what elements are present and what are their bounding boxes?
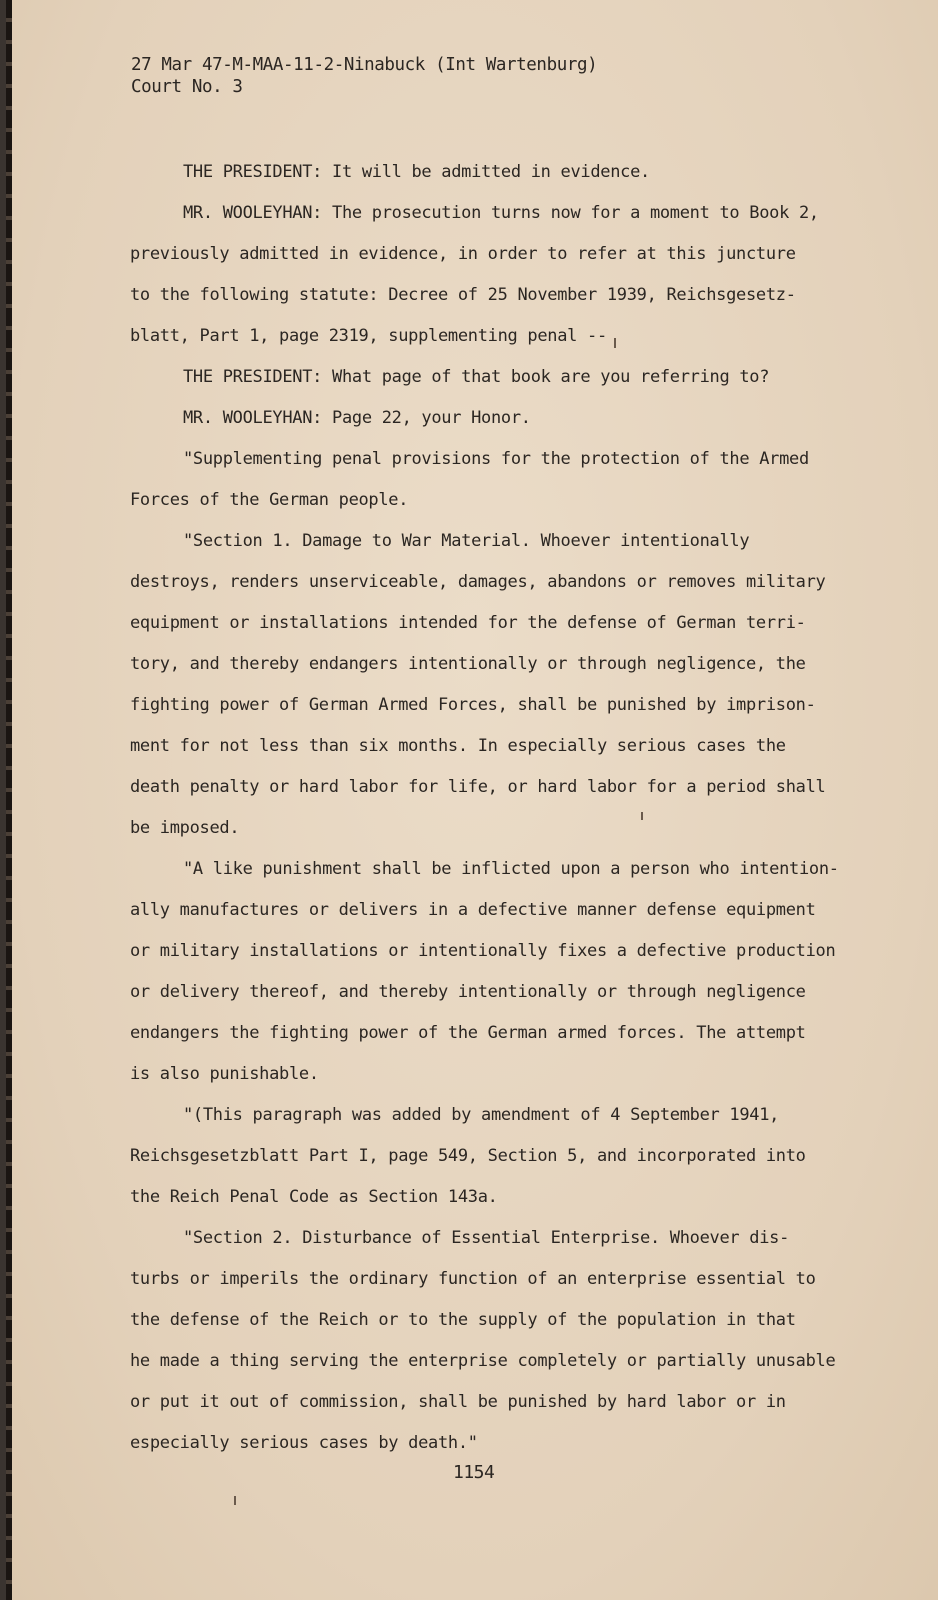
text-line: be imposed. <box>130 818 240 838</box>
text-line: or military installations or intentionally fixes a defective production <box>130 941 836 961</box>
text-line: "Section 1. Damage to War Material. Whoever intentionally <box>183 531 750 551</box>
text-line: blatt, Part 1, page 2319, supplementing penal -- <box>130 326 607 346</box>
transcript-header <box>131 54 597 98</box>
ink-speck <box>234 1496 236 1505</box>
document-page <box>6 0 938 1600</box>
text-line: or put it out of commission, shall be punished by hard labor or in <box>130 1392 786 1412</box>
text-line: Forces of the German people. <box>130 490 409 510</box>
text-line: endangers the fighting power of the German armed forces. The attempt <box>130 1023 806 1043</box>
text-line: "Section 2. Disturbance of Essential Enterprise. Whoever dis- <box>183 1228 790 1248</box>
text-line: the defense of the Reich or to the supply of the population in that <box>130 1310 796 1330</box>
text-line: to the following statute: Decree of 25 November 1939, Reichsgesetz- <box>130 285 796 305</box>
text-line: destroys, renders unserviceable, damages, abandons or removes military <box>130 572 826 592</box>
header-court-line: Court No. 3 <box>131 77 243 97</box>
text-line: especially serious cases by death." <box>130 1433 478 1453</box>
ink-speck <box>614 338 616 348</box>
text-line: turbs or imperils the ordinary function of an enterprise essential to <box>130 1269 816 1289</box>
text-line: fighting power of German Armed Forces, shall be punished by imprison- <box>130 695 816 715</box>
text-line: the Reich Penal Code as Section 143a. <box>130 1187 498 1207</box>
text-line: "Supplementing penal provisions for the protection of the Armed <box>183 449 809 469</box>
text-line: THE PRESIDENT: It will be admitted in evidence. <box>183 162 650 182</box>
text-line: "A like punishment shall be inflicted upon a person who intention- <box>183 859 839 879</box>
text-line: previously admitted in evidence, in order to refer at this juncture <box>130 244 796 264</box>
text-line: he made a thing serving the enterprise completely or partially unusable <box>130 1351 836 1371</box>
text-line: equipment or installations intended for the defense of German terri- <box>130 613 806 633</box>
ink-speck <box>641 812 643 820</box>
text-line: "(This paragraph was added by amendment of 4 September 1941, <box>183 1105 780 1125</box>
text-line: or delivery thereof, and thereby intentionally or through negligence <box>130 982 806 1002</box>
page-binding-edge <box>6 0 12 1600</box>
transcript-body <box>130 152 870 1464</box>
text-line: MR. WOOLEYHAN: The prosecution turns now for a moment to Book 2, <box>183 203 819 223</box>
text-line: tory, and thereby endangers intentionally or through negligence, the <box>130 654 806 674</box>
text-line: ally manufactures or delivers in a defective manner defense equipment <box>130 900 816 920</box>
page-number: 1154 <box>453 1462 495 1483</box>
text-line: Reichsgesetzblatt Part I, page 549, Section 5, and incorporated into <box>130 1146 806 1166</box>
text-line: death penalty or hard labor for life, or hard labor for a period shall <box>130 777 826 797</box>
text-line: is also punishable. <box>130 1064 319 1084</box>
text-line: MR. WOOLEYHAN: Page 22, your Honor. <box>183 408 531 428</box>
header-session-line: 27 Mar 47-M-MAA-11-2-Ninabuck (Int Wartenburg) <box>131 55 598 75</box>
text-line: ment for not less than six months. In especially serious cases the <box>130 736 786 756</box>
text-line: THE PRESIDENT: What page of that book are you referring to? <box>183 367 770 387</box>
